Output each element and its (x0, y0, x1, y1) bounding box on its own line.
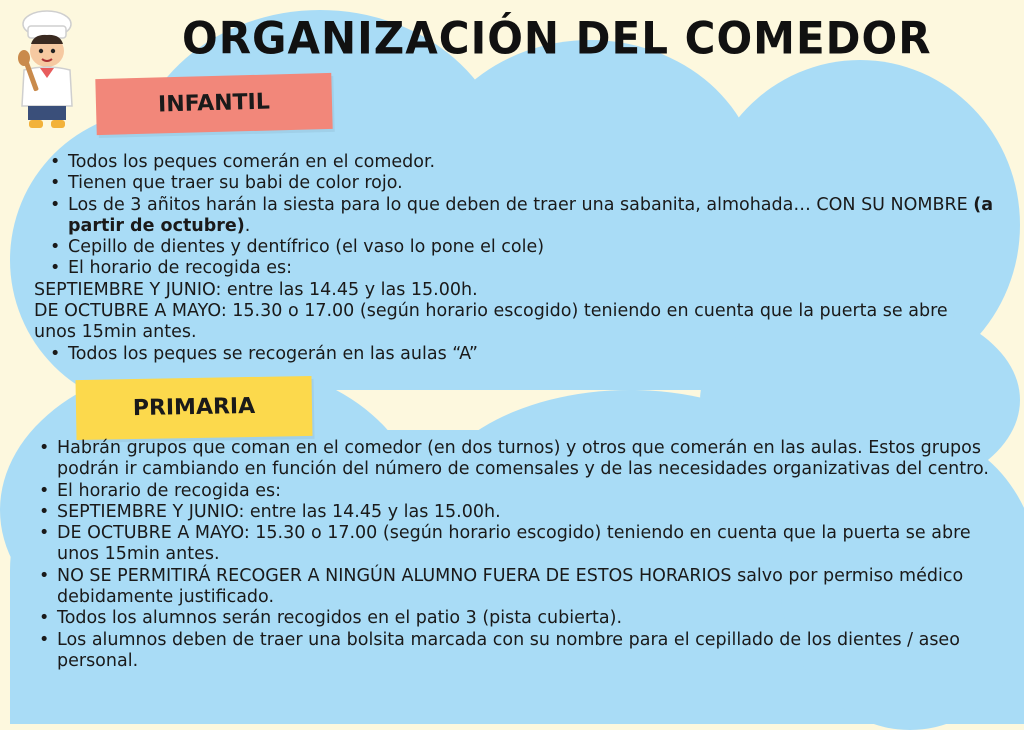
primaria-list (57, 438, 1007, 672)
list-item: • El horario de recogida es: (68, 258, 994, 279)
list-item: • El horario de recogida es: (57, 481, 1007, 502)
list-item: • Todos los alumnos serán recogidos en el patio 3 (pista cubierta). (57, 608, 1007, 629)
siesta-text: Los de 3 añitos harán la siesta para lo que deben de traer una sabanita, almohada… CON SU NOMBRE (68, 194, 974, 215)
page-title: ORGANIZACIÓN DEL COMEDOR (182, 12, 932, 65)
infantil-list (34, 152, 994, 280)
primaria-label: PRIMARIA (75, 376, 312, 440)
list-item (68, 195, 994, 238)
infantil-list-end (34, 344, 994, 365)
list-item: • Cepillo de dientes y dentífrico (el vaso lo pone el cole) (68, 237, 994, 258)
list-item: • Todos los peques comerán en el comedor. (68, 152, 994, 173)
list-item: • SEPTIEMBRE Y JUNIO: entre las 14.45 y las 15.00h. (57, 502, 1007, 523)
schedule-line: DE OCTUBRE A MAYO: 15.30 o 17.00 (según horario escogido) teniendo en cuenta que la puerta se abre unos 15min antes. (34, 301, 948, 343)
siesta-end: . (244, 215, 251, 236)
infantil-section (34, 152, 994, 365)
schedule-line: SEPTIEMBRE Y JUNIO: entre las 14.45 y las 15.00h. (34, 279, 478, 300)
siesta-bold: (a partir de octubre) (68, 194, 994, 236)
list-item: • Los alumnos deben de traer una bolsita marcada con su nombre para el cepillado de los dientes / aseo personal. (57, 630, 1007, 673)
list-item: • Todos los peques se recogerán en las aulas “A” (68, 344, 994, 365)
list-item: • DE OCTUBRE A MAYO: 15.30 o 17.00 (según horario escogido) teniendo en cuenta que la puerta se abre unos 15min antes. (57, 523, 1007, 566)
list-item: • Habrán grupos que coman en el comedor (en dos turnos) y otros que comerán en las aulas. Estos grupos podrán ir cambiando en función del número de comensales y de las necesidades organizativas del centro. (57, 438, 1007, 481)
chef-icon (14, 8, 80, 132)
list-item: • NO SE PERMITIRÁ RECOGER A NINGÚN ALUMNO FUERA DE ESTOS HORARIOS salvo por permiso médico debidamente justificado. (57, 566, 1007, 609)
primaria-section (57, 438, 1007, 672)
infantil-label: INFANTIL (95, 73, 332, 135)
list-item: • Tienen que traer su babi de color rojo. (68, 173, 994, 194)
